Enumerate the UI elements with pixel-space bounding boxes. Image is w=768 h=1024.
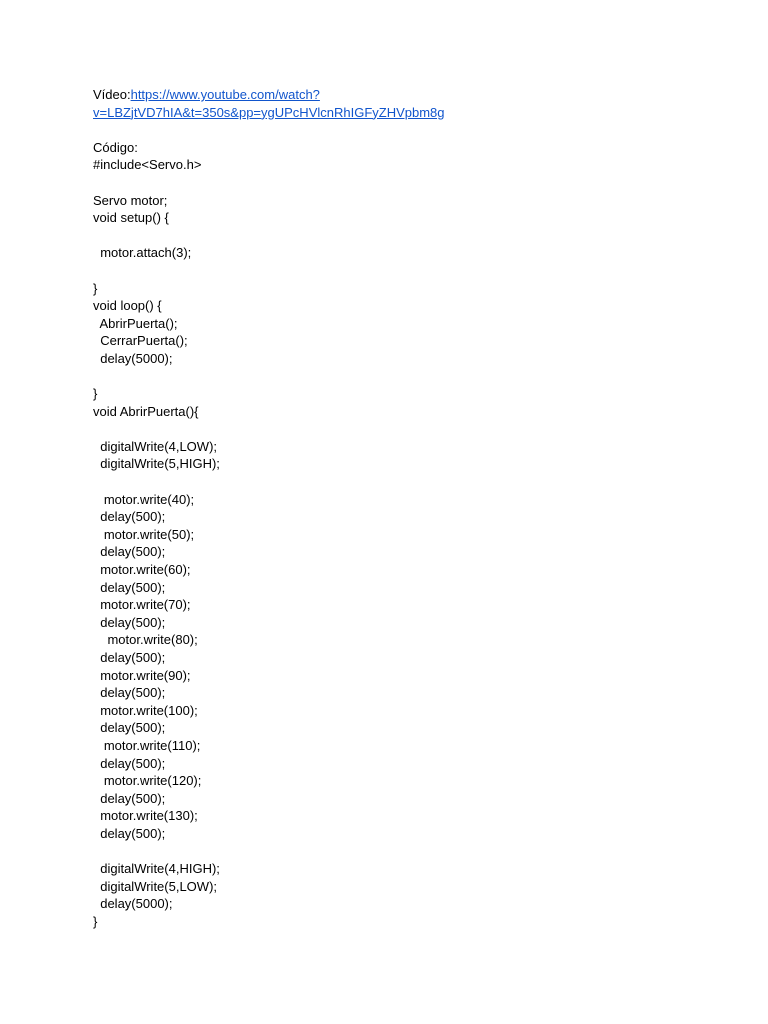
code-line: motor.write(110); [93,737,201,753]
code-line: motor.write(80); [93,632,198,648]
code-line: void loop() { [93,298,162,314]
code-line [93,368,733,386]
code-line: delay(500); [93,685,166,701]
code-line: digitalWrite(5,HIGH); [93,456,220,472]
code-line: delay(500); [93,790,166,806]
code-label: Código: [93,139,138,155]
code-line: delay(500); [93,650,166,665]
video-link-line2 [93,104,733,122]
code-line: delay(500); [93,720,166,736]
document-page [93,86,733,931]
video-link-part1[interactable]: https://www.youtube.com/watch? [130,87,320,102]
video-line [93,86,733,104]
code-line [93,420,733,438]
code-line: digitalWrite(4,HIGH); [93,861,220,877]
code-line: motor.write(40); [93,491,195,507]
code-line: delay(500); [93,614,166,630]
code-line: } [93,280,98,296]
code-line: } [93,386,98,402]
code-line: motor.write(70); [93,597,191,613]
code-line [93,174,733,192]
code-line: } [93,913,98,929]
code-line: delay(500); [93,579,166,595]
code-line: delay(500); [93,509,166,525]
code-line: motor.write(90); [93,667,191,683]
code-line [93,227,733,245]
code-line: delay(500); [93,825,166,841]
code-line: CerrarPuerta(); [93,333,188,349]
code-line: digitalWrite(5,LOW); [93,878,218,894]
code-line: motor.write(100); [93,702,198,718]
code-line: delay(5000); [93,896,173,912]
code-line [93,262,733,280]
code-line: #include<Servo.h> [93,157,202,173]
code-line: delay(5000); [93,350,173,366]
blank-line [93,121,733,139]
code-line: delay(500); [93,544,166,560]
video-label: Vídeo: [93,87,131,102]
code-block [93,156,733,930]
code-line: void setup() { [93,210,169,226]
code-line: void AbrirPuerta(){ [93,403,199,419]
code-line: motor.write(130); [93,808,198,824]
code-line [93,843,733,861]
code-line: Servo motor; [93,192,168,208]
code-line: motor.write(60); [93,562,191,578]
code-line: AbrirPuerta(); [93,315,178,331]
code-line [93,473,733,491]
code-line: motor.attach(3); [93,245,192,261]
code-line: delay(500); [93,755,166,771]
video-link-part2[interactable]: v=LBZjtVD7hIA&t=350s&pp=ygUPcHVlcnRhIGFyZHVpbm8g [93,104,445,120]
code-line: motor.write(120); [93,773,202,789]
code-line: digitalWrite(4,LOW); [93,438,218,454]
code-line: motor.write(50); [93,526,195,542]
